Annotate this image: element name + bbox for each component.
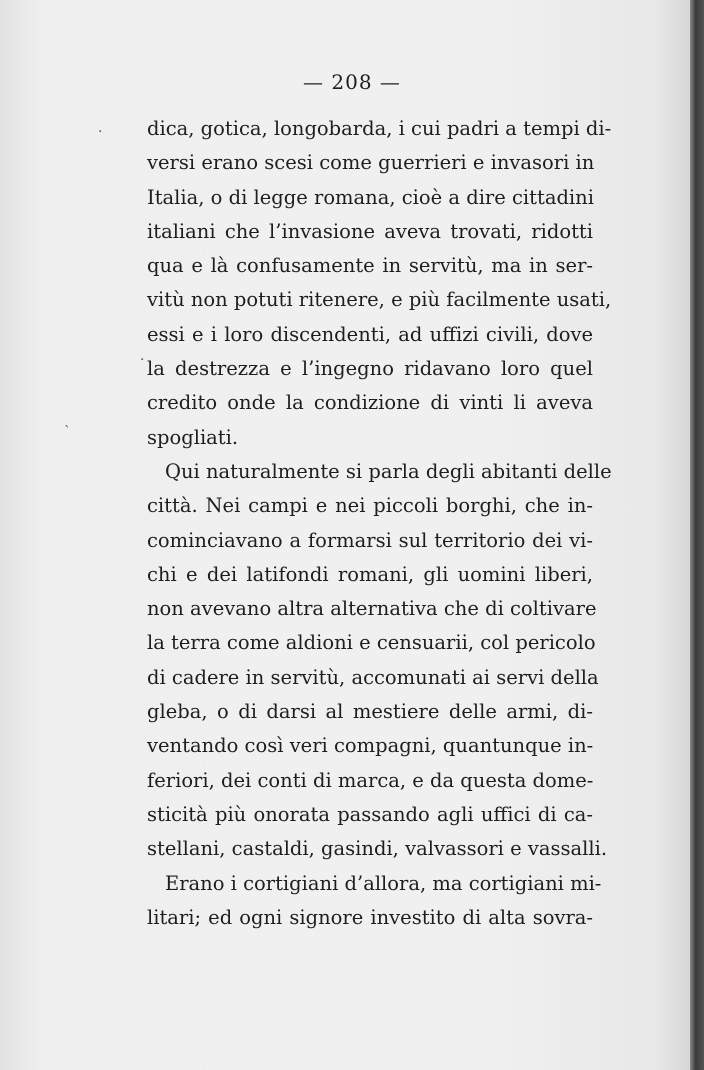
text-line: stellani, castaldi, gasindi, valvassori e vassalli.: [147, 837, 608, 861]
text-line: versi erano scesi come guerrieri e invasori in: [147, 151, 595, 175]
text-line: cominciavano a formarsi sul territorio dei vi-: [147, 528, 593, 552]
text-line: italiani che l’invasione aveva trovati, ridotti: [147, 219, 593, 243]
margin-dot: `: [64, 424, 71, 440]
margin-dot: ·: [98, 124, 103, 140]
text-line: la destrezza e l’ingegno ridavano loro quel: [147, 357, 593, 381]
text-line: gleba, o di darsi al mestiere delle armi, di-: [147, 700, 593, 724]
text-line: ventando così veri compagni, quantunque in-: [147, 734, 594, 758]
text-line: litari; ed ogni signore investito di alta sovra-: [147, 905, 593, 929]
text-line: Erano i cortigiani d’allora, ma cortigiani mi-: [165, 871, 602, 895]
text-line: di cadere in servitù, accomunati ai servi della: [147, 665, 599, 689]
text-line: chi e dei latifondi romani, gli uomini liberi,: [147, 562, 593, 586]
text-line: vitù non potuti ritenere, e più facilmente usati,: [147, 288, 612, 312]
book-spine-shadow: [690, 0, 704, 1070]
text-line: dica, gotica, longobarda, i cui padri a tempi di-: [147, 117, 612, 140]
text-line: Qui naturalmente si parla degli abitanti delle: [165, 459, 612, 483]
text-line: città. Nei campi e nei piccoli borghi, che in-: [147, 494, 593, 518]
text-line: sticità più onorata passando agli uffici di ca-: [147, 802, 593, 826]
text-line: non avevano altra alternativa che di coltivare: [147, 597, 597, 621]
text-line: essi e i loro discendenti, ad uffizi civili, dove: [147, 322, 593, 346]
text-line: feriori, dei conti di marca, e da questa dome-: [147, 768, 594, 792]
margin-dot: ·: [140, 352, 145, 368]
page-number: — 208 —: [303, 70, 401, 94]
text-line: spogliati.: [147, 425, 239, 449]
text-line: Italia, o di legge romana, cioè a dire cittadini: [147, 185, 594, 209]
text-line: qua e là confusamente in servitù, ma in ser-: [147, 254, 593, 278]
text-line: la terra come aldioni e censuarii, col pericolo: [147, 631, 596, 655]
text-line: credito onde la condizione di vinti li aveva: [147, 391, 593, 415]
body-text: [147, 112, 612, 935]
